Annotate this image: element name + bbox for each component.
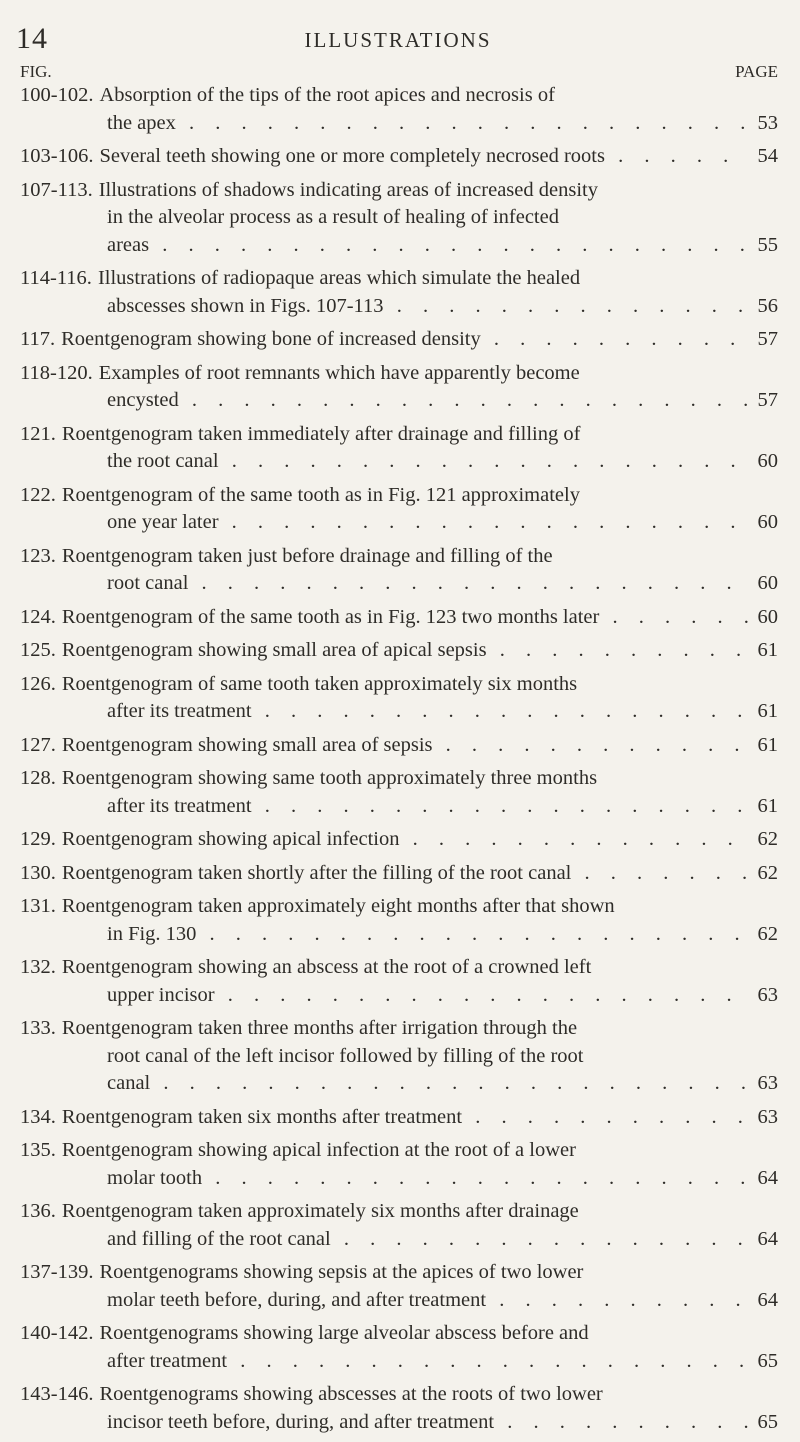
- page-reference: 64: [748, 1226, 779, 1254]
- list-item: [20, 543, 778, 598]
- entry-first-line: [20, 765, 778, 793]
- list-item: [20, 765, 778, 820]
- entry-continuation-line: [20, 448, 778, 476]
- entry-first-line: [20, 326, 778, 354]
- figure-number: 143-146.: [20, 1383, 94, 1405]
- entry-caption: Roentgenogram showing bone of increased density: [61, 328, 481, 350]
- entry-caption: Several teeth showing one or more completely necrosed roots: [99, 145, 605, 167]
- entry-first-line: [20, 265, 778, 293]
- entry-caption: Roentgenogram showing small area of sepsis: [61, 733, 433, 756]
- list-item: [20, 1015, 778, 1098]
- page-reference: 60: [748, 448, 779, 476]
- column-headings: [20, 62, 778, 84]
- entry-continuation-line: [20, 1348, 778, 1376]
- entry-caption: Absorption of the tips of the root apices and necrosis of: [99, 84, 555, 106]
- entry-caption: Roentgenograms showing large alveolar abscess before and: [99, 1322, 589, 1344]
- entry-caption: Roentgenogram taken shortly after the filling of the root canal: [61, 861, 572, 884]
- page-reference: 61: [748, 793, 779, 821]
- entry-continuation-line: [20, 921, 778, 949]
- entry-continuation-line: [20, 509, 778, 537]
- figure-number: 118-120.: [20, 361, 93, 384]
- page-reference: 56: [748, 293, 779, 321]
- entry-caption: in the alveolar process as a result of healing of infected: [107, 206, 559, 228]
- entry-continuation-line: [20, 387, 778, 415]
- entry-first-line: [20, 360, 778, 388]
- entry-first-line: [20, 421, 778, 449]
- page-reference: 60: [748, 604, 779, 632]
- entry-caption: after its treatment: [107, 794, 252, 817]
- page-reference: 61: [748, 698, 779, 726]
- entry-caption: in Fig. 130: [107, 922, 197, 945]
- figure-number: 133.: [20, 1017, 56, 1039]
- entry-continuation-line: [20, 232, 778, 260]
- page-reference: 64: [748, 1165, 779, 1193]
- figure-number: 130.: [20, 861, 56, 884]
- list-item: [20, 143, 778, 171]
- entry-caption: Roentgenogram of the same tooth as in Fig. 121 approximately: [61, 483, 580, 506]
- entry-caption: the root canal: [107, 450, 219, 472]
- entry-first-line: [20, 1137, 778, 1165]
- page-reference: 64: [748, 1287, 779, 1315]
- entry-continuation-line: [20, 204, 778, 232]
- entry-continuation-line: [20, 1165, 778, 1193]
- list-item: [20, 860, 778, 888]
- entry-first-line: [20, 604, 778, 632]
- entry-continuation-line: [20, 570, 778, 598]
- entry-continuation-line: [20, 1043, 778, 1071]
- entry-first-line: [20, 543, 778, 571]
- entry-first-line: [20, 143, 778, 171]
- entry-first-line: [20, 860, 778, 888]
- entry-caption: after treatment: [107, 1349, 228, 1372]
- figure-number: 126.: [20, 672, 56, 695]
- figure-number: 122.: [20, 483, 56, 506]
- list-item: [20, 1381, 778, 1436]
- entry-first-line: [20, 1320, 778, 1348]
- entry-caption: Roentgenogram taken three months after irrigation through the: [61, 1017, 578, 1039]
- entry-continuation-line: [20, 1287, 778, 1315]
- entry-caption: Roentgenogram showing apical infection at the root of a lower: [61, 1139, 576, 1161]
- entry-caption: root canal: [107, 572, 189, 594]
- figure-number: 140-142.: [20, 1322, 94, 1344]
- entry-caption: root canal of the left incisor followed by filling of the root: [107, 1044, 584, 1067]
- entry-caption: upper incisor: [107, 983, 215, 1006]
- figure-number: 129.: [20, 828, 56, 850]
- figure-number: 124.: [20, 605, 56, 628]
- entry-caption: Illustrations of shadows indicating areas of increased density: [98, 178, 598, 201]
- list-item: [20, 1320, 778, 1375]
- list-item: [20, 360, 778, 415]
- page-reference: 63: [748, 1070, 779, 1098]
- page-reference: 61: [748, 732, 779, 760]
- entry-caption: molar teeth before, during, and after treatment: [107, 1288, 487, 1311]
- running-title: ILLUSTRATIONS: [304, 28, 492, 52]
- entry-caption: encysted: [107, 389, 179, 411]
- entry-continuation-line: [20, 1226, 778, 1254]
- page-reference: 65: [748, 1348, 779, 1376]
- page-number: 14: [16, 22, 48, 55]
- list-item: [20, 637, 778, 665]
- entry-caption: the apex: [107, 111, 176, 134]
- page-column-heading: PAGE: [735, 62, 778, 81]
- figure-number: 114-116.: [20, 267, 92, 289]
- list-item: [20, 1137, 778, 1192]
- page-reference: 54: [748, 143, 779, 171]
- list-item: [20, 1104, 778, 1132]
- entry-first-line: [20, 671, 778, 699]
- entry-first-line: [20, 82, 778, 110]
- figure-number: 132.: [20, 956, 56, 978]
- figure-number: 128.: [20, 767, 56, 789]
- figure-number: 131.: [20, 895, 56, 917]
- page-reference: 55: [748, 232, 779, 260]
- figure-number: 135.: [20, 1139, 56, 1161]
- entry-caption: and filling of the root canal: [107, 1227, 331, 1250]
- entry-continuation-line: [20, 110, 778, 138]
- fig-column-heading: FIG.: [20, 62, 52, 81]
- figure-number: 121.: [20, 422, 56, 445]
- page-reference: 57: [748, 326, 779, 354]
- entry-caption: canal: [107, 1072, 151, 1094]
- list-item: [20, 732, 778, 760]
- entry-first-line: [20, 177, 778, 205]
- entry-caption: molar tooth: [107, 1166, 203, 1189]
- figure-number: 125.: [20, 639, 56, 661]
- entry-caption: Roentgenogram showing an abscess at the root of a crowned left: [61, 956, 592, 978]
- list-item: [20, 671, 778, 726]
- page-reference: 63: [748, 982, 779, 1010]
- entry-caption: Roentgenogram taken approximately eight months after that shown: [61, 895, 615, 917]
- page-reference: 65: [748, 1409, 779, 1437]
- page-reference: 57: [748, 387, 779, 415]
- entry-first-line: [20, 826, 778, 854]
- entry-continuation-line: [20, 1070, 778, 1098]
- entry-caption: one year later: [107, 511, 219, 533]
- entry-caption: Roentgenogram of same tooth taken approximately six months: [61, 672, 578, 695]
- entry-caption: Roentgenogram taken approximately six months after drainage: [61, 1200, 579, 1222]
- list-item: [20, 177, 778, 260]
- list-item: [20, 326, 778, 354]
- entry-continuation-line: [20, 1409, 778, 1437]
- entry-caption: Roentgenograms showing sepsis at the apices of two lower: [99, 1261, 584, 1283]
- entry-caption: Roentgenogram showing same tooth approximately three months: [61, 767, 598, 789]
- entry-caption: Roentgenogram taken six months after treatment: [61, 1105, 463, 1128]
- figure-number: 100-102.: [20, 84, 94, 106]
- page-reference: 60: [748, 570, 779, 598]
- list-item: [20, 265, 778, 320]
- entry-caption: Roentgenogram taken immediately after drainage and filling of: [61, 422, 581, 445]
- entry-first-line: [20, 1381, 778, 1409]
- page-reference: 62: [748, 826, 779, 854]
- list-item: [20, 421, 778, 476]
- entry-first-line: [20, 1015, 778, 1043]
- entry-first-line: [20, 1198, 778, 1226]
- list-item: [20, 893, 778, 948]
- entry-continuation-line: [20, 293, 778, 321]
- entry-caption: incisor teeth before, during, and after treatment: [107, 1410, 495, 1433]
- list-item: [20, 82, 778, 137]
- page-reference: 63: [748, 1104, 779, 1132]
- list-item: [20, 826, 778, 854]
- entry-caption: areas: [107, 233, 150, 256]
- page-reference: 53: [748, 110, 779, 138]
- entry-caption: Examples of root remnants which have apparently become: [98, 361, 580, 384]
- entry-first-line: [20, 1104, 778, 1132]
- figure-number: 127.: [20, 733, 56, 756]
- entry-continuation-line: [20, 982, 778, 1010]
- illustration-list: [20, 82, 778, 1442]
- entry-caption: Roentgenograms showing abscesses at the roots of two lower: [99, 1383, 603, 1405]
- entry-caption: Roentgenogram taken just before drainage and filling of the: [61, 544, 553, 567]
- list-item: [20, 482, 778, 537]
- list-item: [20, 604, 778, 632]
- figure-number: 137-139.: [20, 1261, 94, 1283]
- figure-number: 123.: [20, 544, 56, 567]
- entry-caption: Roentgenogram showing apical infection: [61, 828, 400, 850]
- entry-first-line: [20, 732, 778, 760]
- list-item: [20, 1259, 778, 1314]
- figure-number: 117.: [20, 328, 56, 350]
- list-item: [20, 954, 778, 1009]
- page-reference: 60: [748, 509, 779, 537]
- page-reference: 62: [748, 860, 779, 888]
- entry-first-line: [20, 954, 778, 982]
- entry-caption: after its treatment: [107, 700, 252, 722]
- page-reference: 61: [748, 637, 779, 665]
- entry-first-line: [20, 1259, 778, 1287]
- entry-caption: abscesses shown in Figs. 107-113: [107, 294, 384, 317]
- page-reference: 62: [748, 921, 779, 949]
- entry-continuation-line: [20, 793, 778, 821]
- entry-caption: Illustrations of radiopaque areas which simulate the healed: [97, 267, 581, 289]
- figure-number: 136.: [20, 1200, 56, 1222]
- figure-number: 107-113.: [20, 178, 93, 201]
- entry-continuation-line: [20, 698, 778, 726]
- figure-number: 103-106.: [20, 145, 94, 167]
- list-item: [20, 1198, 778, 1253]
- page-header: [16, 22, 780, 62]
- entry-first-line: [20, 893, 778, 921]
- entry-caption: Roentgenogram showing small area of apical sepsis: [61, 639, 487, 661]
- entry-caption: Roentgenogram of the same tooth as in Fig. 123 two months later: [61, 605, 600, 628]
- entry-first-line: [20, 482, 778, 510]
- figure-number: 134.: [20, 1105, 56, 1128]
- entry-first-line: [20, 637, 778, 665]
